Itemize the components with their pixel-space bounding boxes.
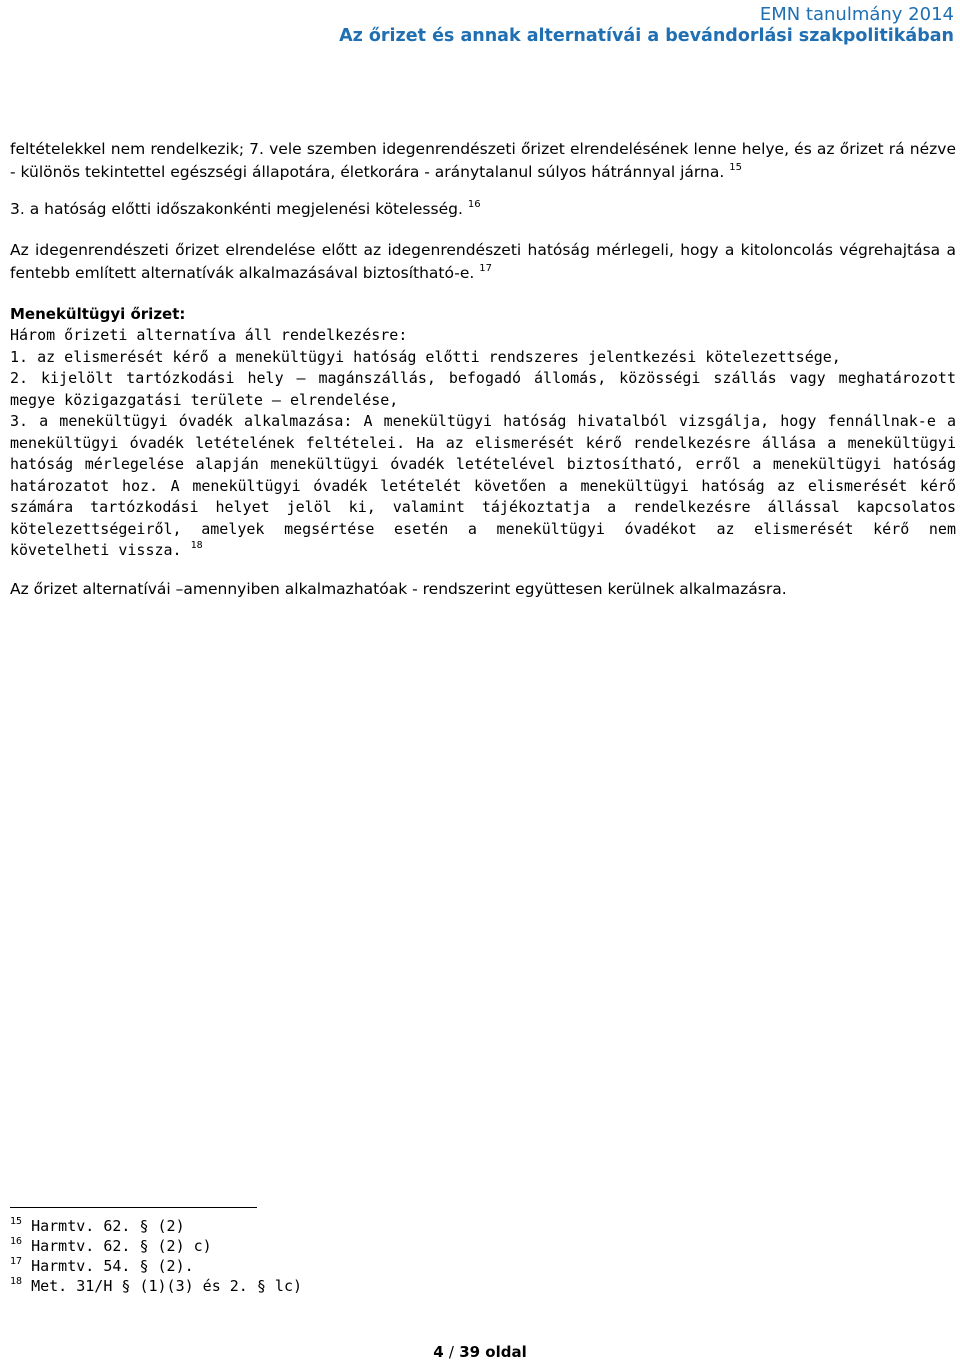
footnote-ref-15[interactable]: 15	[729, 162, 742, 173]
page-total: 39 oldal	[459, 1343, 527, 1361]
footnote	[10, 1276, 302, 1296]
paragraph-text: 3. a hatóság előtti időszakonkénti megjelenési kötelesség.	[10, 200, 463, 218]
footnote-ref-17[interactable]: 17	[479, 263, 492, 274]
paragraph-conditions	[10, 138, 956, 184]
footnote	[10, 1216, 302, 1236]
page-number	[0, 1343, 960, 1361]
footnotes	[10, 1216, 302, 1296]
footnote-ref-18[interactable]: 18	[190, 540, 203, 551]
header-title: Az őrizet és annak alternatívái a bevándorlási szakpolitikában	[339, 26, 954, 46]
page-separator: /	[448, 1343, 454, 1361]
paragraph-reporting-obligation	[10, 198, 956, 221]
footnote-number: 18	[10, 1276, 23, 1287]
header-series: EMN tanulmány 2014	[759, 4, 954, 25]
list-intro: Három őrizeti alternatíva áll rendelkezésre:	[10, 326, 408, 344]
footnote-ref-16[interactable]: 16	[467, 199, 481, 210]
footnote-number: 16	[10, 1236, 23, 1247]
footnote-number: 17	[10, 1256, 23, 1267]
footnote-text: Harmtv. 62. § (2)	[31, 1217, 185, 1235]
list-item: 2. kijelölt tartózkodási hely – magánszállás, befogadó állomás, közösségi szállás vagy meghatározott megye közigazgatási területe – elrendelése,	[10, 369, 956, 409]
paragraph-text: feltételekkel nem rendelkezik; 7. vele szemben idegenrendészeti őrizet elrendelésének lenne helye, és az őrizet rá nézve - különös tekintettel egészségi állapotára, életkorára - aránytalanul súlyos hátránnyal járna.	[10, 140, 956, 181]
footnote	[10, 1256, 302, 1276]
list-item	[10, 411, 956, 562]
main-content	[10, 138, 956, 601]
paragraph-authority-assessment	[10, 239, 956, 285]
footnote-text: Met. 31/H § (1)(3) és 2. § lc)	[31, 1277, 303, 1295]
footnote-text: Harmtv. 62. § (2) c)	[31, 1237, 212, 1255]
footnote-divider	[10, 1207, 257, 1208]
footnote	[10, 1236, 302, 1256]
list-item-text: 3. a menekültügyi óvadék alkalmazása: A menekültügyi hatóság hivatalból vizsgálja, hogy fennállnak-e a menekültügyi óvadék letételének feltételei. Ha az elismerését kérő rendelkezésre állása a menekültügyi hatóság mérlegelése alapján menekültügyi óvadék letételével biztosítható, erről a menekültügyi hatóság határozatot hoz. A menekültügyi óvadék letételét követően a menekültügyi hatóság az elismerését kérő számára tartózkodási helyet jelöl ki, valamint tájékoztatja a rendelkezésre állással kapcsolatos kötelezettségeiről, amelyek megsértése esetén a menekültügyi óvadékot az elismerését kérő nem követelheti vissza.	[10, 412, 956, 559]
paragraph-text: Az idegenrendészeti őrizet elrendelése előtt az idegenrendészeti hatóság mérlegeli, hogy a kitoloncolás végrehajtása a fentebb említett alternatívák alkalmazásával biztosítható-e.	[10, 241, 956, 282]
section-heading: Menekültügyi őrizet:	[10, 305, 186, 323]
footnote-number: 15	[10, 1216, 23, 1227]
footnote-text: Harmtv. 54. § (2).	[31, 1257, 194, 1275]
list-item: 1. az elismerését kérő a menekültügyi hatóság előtti rendszeres jelentkezési kötelezettsége,	[10, 347, 841, 366]
page-current: 4	[433, 1343, 444, 1361]
closing-paragraph: Az őrizet alternatívái –amennyiben alkalmazhatóak - rendszerint együttesen kerülnek alkalmazásra.	[10, 579, 787, 598]
